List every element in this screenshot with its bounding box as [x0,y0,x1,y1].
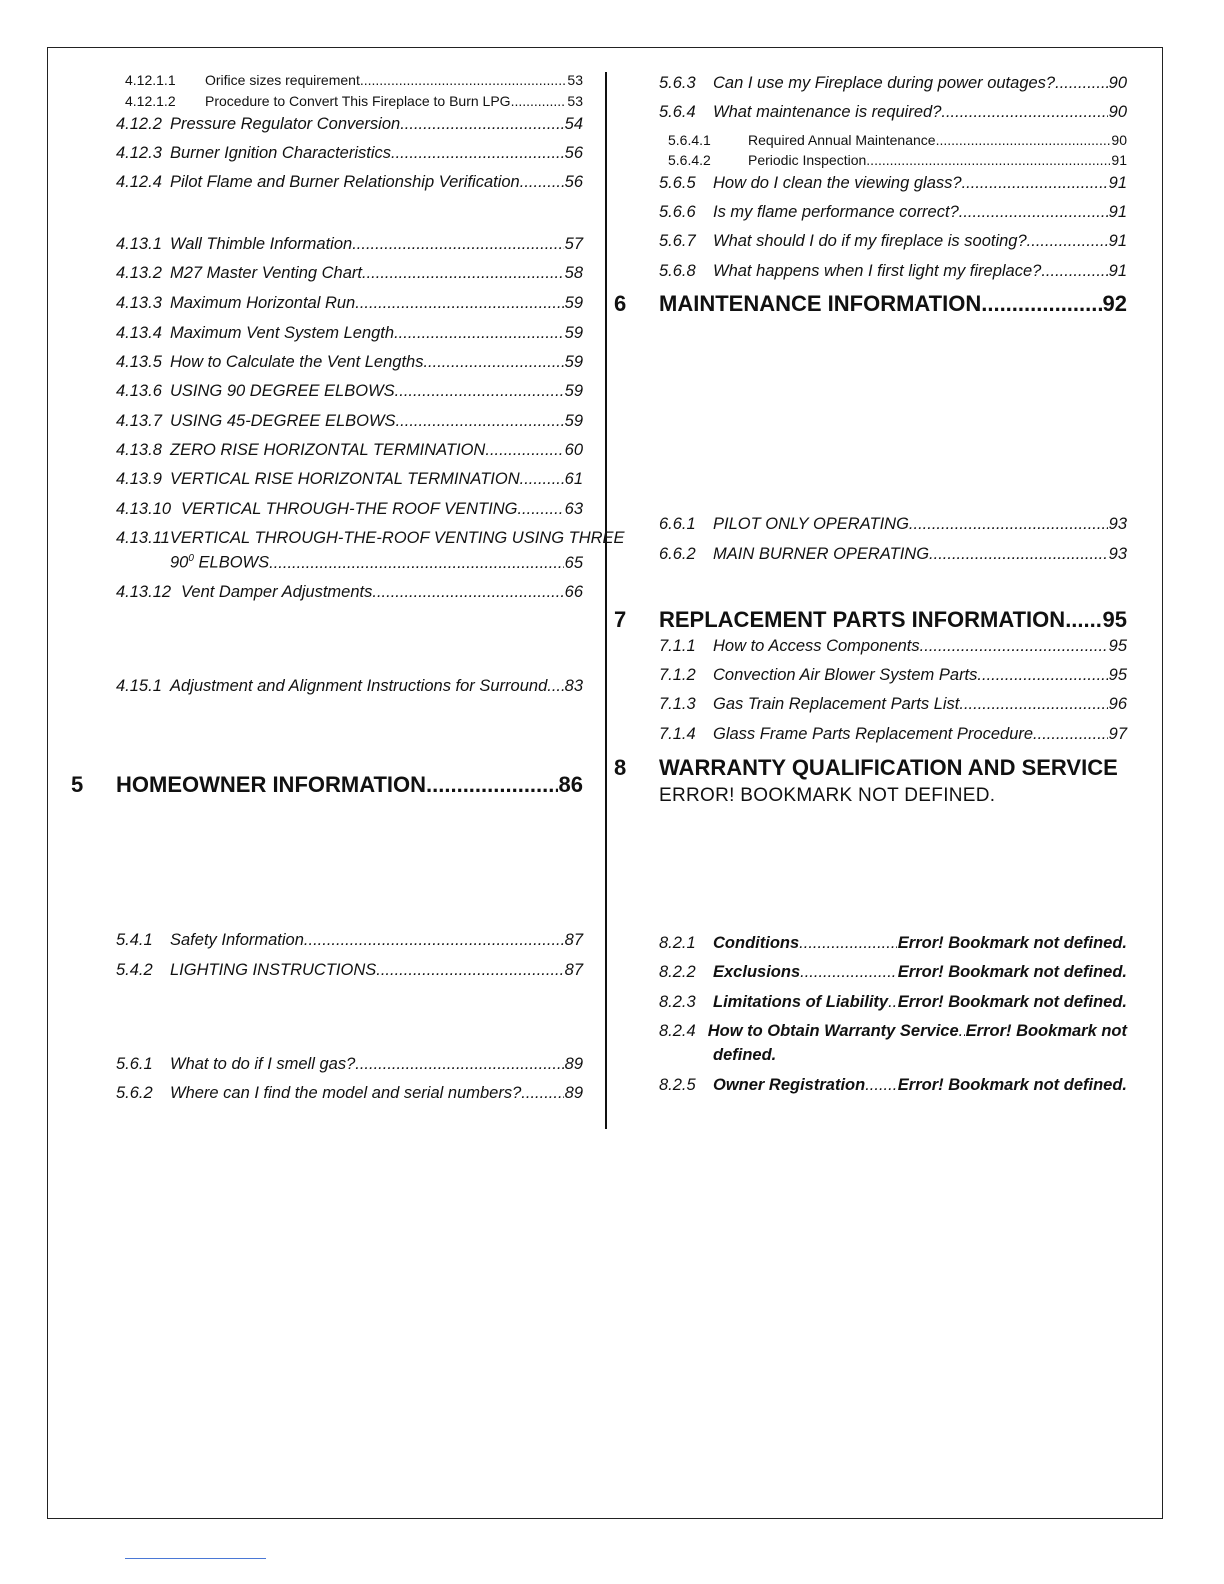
toc-entry-6-6-2[interactable]: 6.6.2 MAIN BURNER OPERATING ..... 93 [659,545,1127,564]
toc-entry-7-1-4[interactable]: 7.1.4 Glass Frame Parts Replacement Procedure ..... 97 [659,725,1127,744]
toc-entry-4-13-9[interactable]: 4.13.9 VERTICAL RISE HORIZONTAL TERMINATION ..... 61 [116,470,583,489]
toc-chapter-6[interactable]: 6 MAINTENANCE INFORMATION ..... 92 [614,291,1127,317]
toc-entry-5-6-1[interactable]: 5.6.1 What to do if I smell gas? ..... 89 [116,1055,583,1074]
toc-entry-4-13-4[interactable]: 4.13.4 Maximum Vent System Length ..... 59 [116,324,583,343]
toc-chapter-5[interactable]: 5 HOMEOWNER INFORMATION ..... 86 [71,772,583,798]
toc-entry-4-15-1[interactable]: 4.15.1 Adjustment and Alignment Instructions for Surround ..... 83 [116,677,583,696]
toc-entry-5-6-7[interactable]: 5.6.7 What should I do if my fireplace is sooting? ..... 91 [659,232,1127,251]
toc-entry-5-6-4-1[interactable]: 5.6.4.1 Required Annual Maintenance ..... 90 [668,132,1127,148]
toc-entry-5-4-2[interactable]: 5.4.2 LIGHTING INSTRUCTIONS ..... 87 [116,961,583,980]
toc-entry-5-6-8[interactable]: 5.6.8 What happens when I first light my fireplace? ..... 91 [659,262,1127,281]
toc-entry-4-13-11-line2[interactable]: $90^0$ ELBOWS ..... 65 [170,553,583,573]
footer-link-underline [125,1558,266,1559]
toc-entry-4-13-11[interactable]: 4.13.11 VERTICAL THROUGH-THE-ROOF VENTING USING THREE [116,529,625,547]
toc-entry-4-13-12[interactable]: 4.13.12 Vent Damper Adjustments ..... 66 [116,583,583,602]
toc-entry-4-13-1[interactable]: 4.13.1 Wall Thimble Information ..... 57 [116,235,583,254]
toc-entry-8-2-4-line2: defined. [713,1046,777,1064]
toc-entry-5-6-2[interactable]: 5.6.2 Where can I find the model and serial numbers? ..... 89 [116,1084,583,1103]
toc-entry-4-12-3[interactable]: 4.12.3 Burner Ignition Characteristics ..... 56 [116,144,583,163]
toc-entry-4-13-6[interactable]: 4.13.6 USING 90 DEGREE ELBOWS ..... 59 [116,382,583,401]
toc-entry-4-12-4[interactable]: 4.12.4 Pilot Flame and Burner Relationship Verification ..... 56 [116,173,583,192]
toc-entry-8-2-1[interactable]: 8.2.1 Conditions ..... Error! Bookmark not defined. [659,934,1127,953]
toc-entry-8-2-3[interactable]: 8.2.3 Limitations of Liability ..... Error! Bookmark not defined. [659,993,1127,1012]
column-divider [605,72,607,1129]
toc-entry-5-6-4-2[interactable]: 5.6.4.2 Periodic Inspection ..... 91 [668,152,1127,168]
toc-chapter-8[interactable]: 8 WARRANTY QUALIFICATION AND SERVICE [614,755,1118,780]
toc-entry-5-6-5[interactable]: 5.6.5 How do I clean the viewing glass? ..... 91 [659,174,1127,193]
toc-entry-4-13-10[interactable]: 4.13.10 VERTICAL THROUGH-THE ROOF VENTING ..... 63 [116,500,583,519]
toc-entry-6-6-1[interactable]: 6.6.1 PILOT ONLY OPERATING ..... 93 [659,515,1127,534]
toc-entry-8-2-2[interactable]: 8.2.2 Exclusions ..... Error! Bookmark not defined. [659,963,1127,982]
toc-entry-7-1-1[interactable]: 7.1.1 How to Access Components ..... 95 [659,637,1127,656]
toc-entry-4-12-1-1[interactable]: 4.12.1.1 Orifice sizes requirement ..... 53 [125,72,583,88]
toc-entry-5-6-4[interactable]: 5.6.4 What maintenance is required? ..... 90 [659,103,1127,122]
toc-entry-7-1-3[interactable]: 7.1.3 Gas Train Replacement Parts List ..... 96 [659,695,1127,714]
toc-entry-8-2-4[interactable]: 8.2.4 How to Obtain Warranty Service ..... Error! Bookmark not [659,1022,1127,1041]
toc-entry-4-12-1-2[interactable]: 4.12.1.2 Procedure to Convert This Fireplace to Burn LPG ..... 53 [125,93,583,109]
toc-entry-4-12-2[interactable]: 4.12.2 Pressure Regulator Conversion ..... 54 [116,115,583,134]
toc-chapter-7[interactable]: 7 REPLACEMENT PARTS INFORMATION ..... 95 [614,607,1127,633]
toc-entry-4-13-7[interactable]: 4.13.7 USING 45-DEGREE ELBOWS ..... 59 [116,412,583,431]
toc-entry-5-4-1[interactable]: 5.4.1 Safety Information ..... 87 [116,931,583,950]
toc-entry-4-13-8[interactable]: 4.13.8 ZERO RISE HORIZONTAL TERMINATION ..... 60 [116,441,583,460]
toc-entry-4-13-5[interactable]: 4.13.5 How to Calculate the Vent Lengths ..... 59 [116,353,583,372]
toc-chapter-8-error: ERROR! BOOKMARK NOT DEFINED. [659,785,996,806]
toc-entry-4-13-3[interactable]: 4.13.3 Maximum Horizontal Run ..... 59 [116,294,583,313]
toc-entry-5-6-3[interactable]: 5.6.3 Can I use my Fireplace during power outages? ..... 90 [659,74,1127,93]
toc-entry-7-1-2[interactable]: 7.1.2 Convection Air Blower System Parts ..... 95 [659,666,1127,685]
toc-entry-4-13-2[interactable]: 4.13.2 M27 Master Venting Chart ..... 58 [116,264,583,283]
toc-entry-5-6-6[interactable]: 5.6.6 Is my flame performance correct? ..... 91 [659,203,1127,222]
toc-entry-8-2-5[interactable]: 8.2.5 Owner Registration ..... Error! Bookmark not defined. [659,1076,1127,1095]
